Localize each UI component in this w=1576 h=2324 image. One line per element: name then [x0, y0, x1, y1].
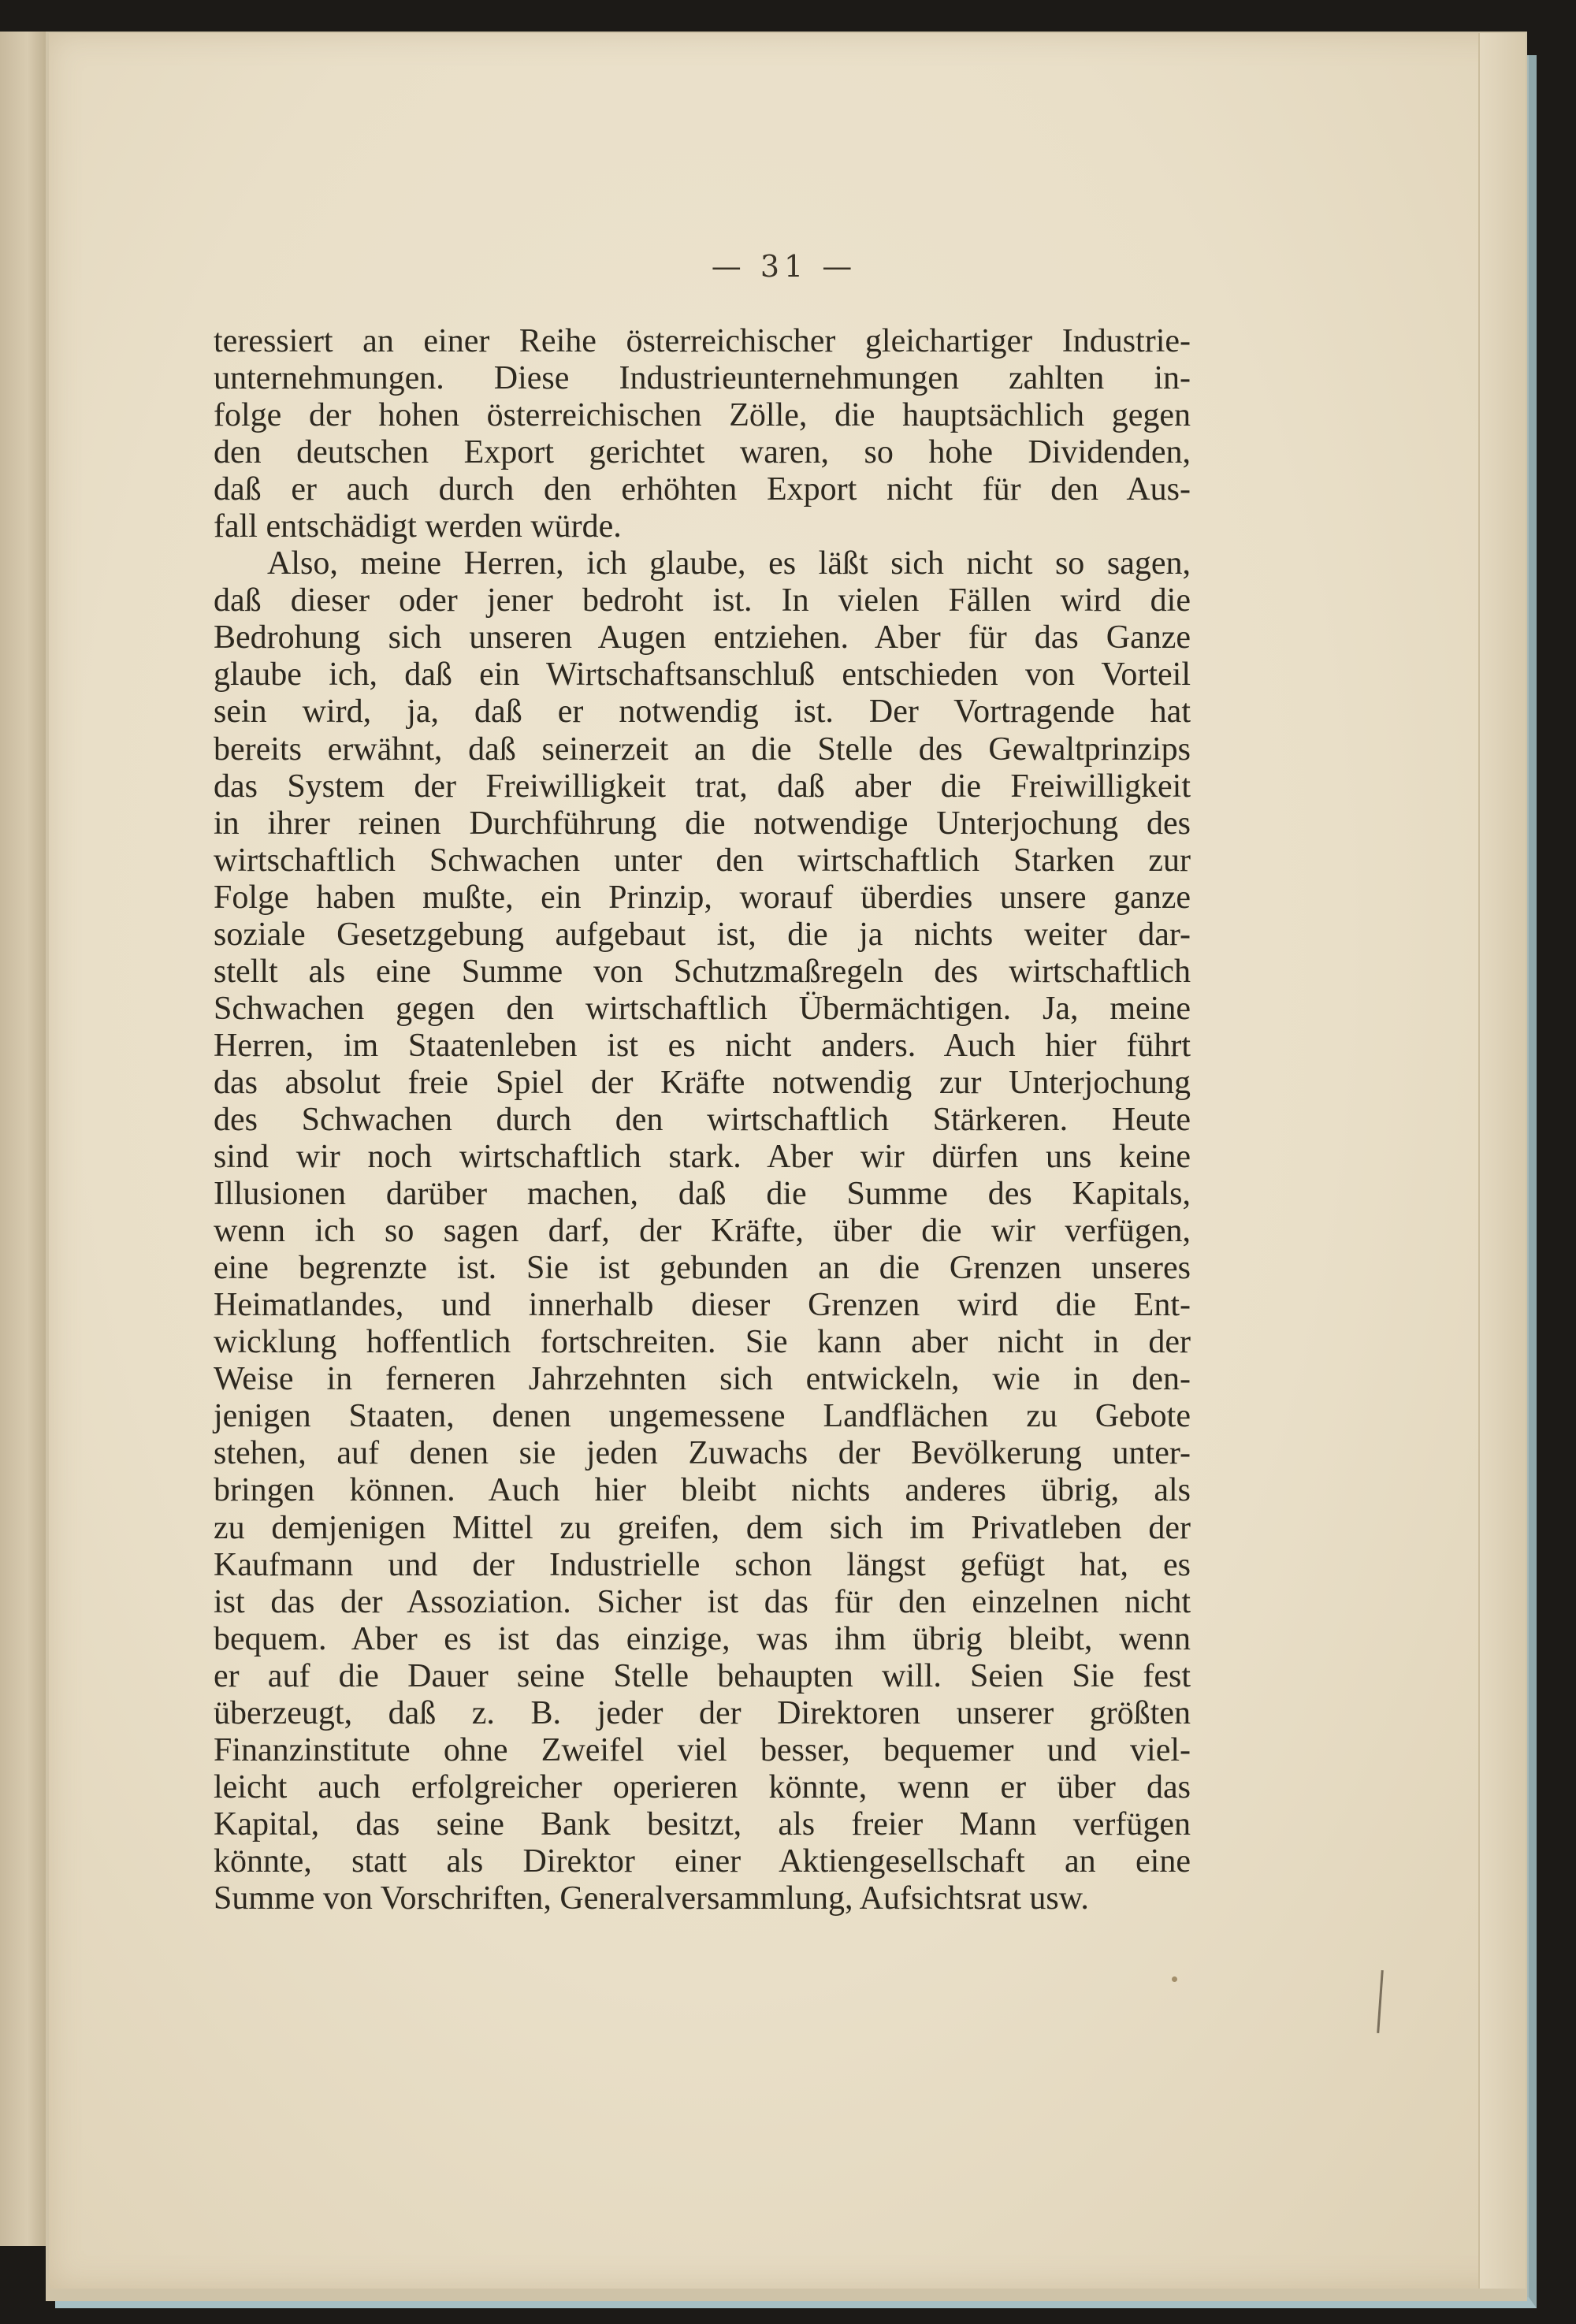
page-edge: [1478, 33, 1526, 2289]
text-line: daß dieser oder jener bedroht ist. In vielen Fällen wird die: [214, 582, 1191, 619]
text-line: Kapital, das seine Bank besitzt, als freier Mann verfügen: [214, 1805, 1191, 1842]
text-line: Folge haben mußte, ein Prinzip, worauf überdies unsere ganze: [214, 879, 1191, 916]
text-line: den deutschen Export gerichtet waren, so hohe Dividenden,: [214, 434, 1191, 471]
text-line: glaube ich, daß ein Wirtschaftsanschluß entschieden von Vorteil: [214, 656, 1191, 693]
text-line: wirtschaftlich Schwachen unter den wirtschaftlich Starken zur: [214, 842, 1191, 879]
text-line: er auf die Dauer seine Stelle behaupten will. Seien Sie fest: [214, 1657, 1191, 1694]
text-line: das System der Freiwilligkeit trat, daß aber die Freiwilligkeit: [214, 768, 1191, 805]
text-line: fall entschädigt werden würde.: [214, 508, 622, 545]
text-line: teressiert an einer Reihe österreichischer gleichartiger Industrie-: [214, 323, 1191, 359]
text-line: sind wir noch wirtschaftlich stark. Aber wir dürfen uns keine: [214, 1139, 1191, 1176]
ink-dot: [1172, 1976, 1177, 1982]
text-line: Herren, im Staatenleben ist es nicht anders. Auch hier führt: [214, 1027, 1191, 1064]
text-line: wicklung hoffentlich fortschreiten. Sie kann aber nicht in der: [214, 1324, 1191, 1361]
text-line: überzeugt, daß z. B. jeder der Direktoren unserer größten: [214, 1694, 1191, 1731]
text-line: des Schwachen durch den wirtschaftlich Stärkeren. Heute: [214, 1101, 1191, 1138]
text-line: könnte, statt als Direktor einer Aktiengesellschaft an eine: [214, 1842, 1191, 1880]
text-line: bequem. Aber es ist das einzige, was ihm übrig bleibt, wenn: [214, 1620, 1191, 1657]
text-line: daß er auch durch den erhöhten Export nicht für den Aus-: [214, 471, 1191, 508]
text-line: Weise in ferneren Jahrzehnten sich entwickeln, wie in den-: [214, 1361, 1191, 1398]
text-line: stehen, auf denen sie jeden Zuwachs der Bevölkerung unter-: [214, 1435, 1191, 1472]
page-header: [0, 249, 1576, 284]
text-line: sein wird, ja, daß er notwendig ist. Der Vortragende hat: [214, 693, 1191, 731]
text-line: in ihrer reinen Durchführung die notwendige Unterjochung des: [214, 805, 1191, 842]
text-line: leicht auch erfolgreicher operieren könnte, wenn er über das: [214, 1768, 1191, 1805]
text-line: zu demjenigen Mittel zu greifen, dem sich im Privatleben der: [214, 1509, 1191, 1546]
text-line: Finanzinstitute ohne Zweifel viel besser, bequemer und viel-: [214, 1731, 1191, 1768]
text-line: Summe von Vorschriften, Generalversammlung, Aufsichtsrat usw.: [214, 1880, 1089, 1917]
text-line: eine begrenzte ist. Sie ist gebunden an die Grenzen unseres: [214, 1250, 1191, 1287]
text-line: ist das der Assoziation. Sicher ist das für den einzelnen nicht: [214, 1583, 1191, 1620]
text-line: Heimatlandes, und innerhalb dieser Grenzen wird die Ent-: [214, 1287, 1191, 1324]
text-line: unternehmungen. Diese Industrieunternehmungen zahlten in-: [214, 360, 1191, 397]
text-line: Bedrohung sich unseren Augen entziehen. Aber für das Ganze: [214, 619, 1191, 656]
text-line: Kaufmann und der Industrielle schon längst gefügt hat, es: [214, 1546, 1191, 1583]
text-line: bereits erwähnt, daß seinerzeit an die Stelle des Gewaltprinzips: [214, 731, 1191, 768]
previous-page-edge: [0, 32, 47, 2246]
text-line: Also, meine Herren, ich glaube, es läßt sich nicht so sagen,: [267, 545, 1191, 582]
body-text: [214, 323, 1191, 1917]
text-line: wenn ich so sagen darf, der Kräfte, über die wir verfügen,: [214, 1213, 1191, 1250]
text-line: Illusionen darüber machen, daß die Summe des Kapitals,: [214, 1176, 1191, 1213]
page-number: — 31 —: [711, 249, 857, 284]
text-line: folge der hohen österreichischen Zölle, die hauptsächlich gegen: [214, 397, 1191, 434]
text-line: Schwachen gegen den wirtschaftlich Übermächtigen. Ja, meine: [214, 990, 1191, 1027]
text-line: jenigen Staaten, denen ungemessene Landflächen zu Gebote: [214, 1398, 1191, 1435]
text-line: das absolut freie Spiel der Kräfte notwendig zur Unterjochung: [214, 1064, 1191, 1101]
text-line: stellt als eine Summe von Schutzmaßregeln des wirtschaftlich: [214, 953, 1191, 990]
text-line: soziale Gesetzgebung aufgebaut ist, die ja nichts weiter dar-: [214, 916, 1191, 953]
text-line: bringen können. Auch hier bleibt nichts anderes übrig, als: [214, 1472, 1191, 1509]
